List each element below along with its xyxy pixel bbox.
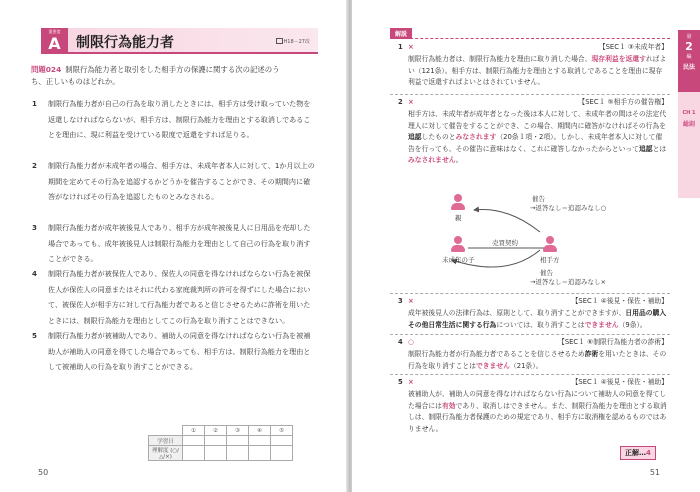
left-page <box>0 0 348 492</box>
page-number: 50 <box>38 468 49 477</box>
understanding-cell[interactable] <box>183 446 205 461</box>
result-label-top: →返答なし＝追認みなし○ <box>530 204 607 212</box>
answer-reference: 【SEC１ ⑥制限行為能力者の詐術】 <box>558 338 668 346</box>
choice-number: 2 <box>32 161 37 170</box>
commentary-label: 解説 <box>390 28 412 39</box>
understanding-cell[interactable] <box>271 446 293 461</box>
choice-item <box>32 328 317 375</box>
highlighted-term: 有効 <box>441 401 456 410</box>
study-date-cell[interactable] <box>249 436 271 446</box>
subject-name: 民法 <box>682 64 695 71</box>
study-date-cell[interactable] <box>183 436 205 446</box>
study-date-cell[interactable] <box>227 436 249 446</box>
choice-text: 制限行為能力者が被保佐人であり、保佐人の同意を得なければならない行為を被保佐人が保佐人の同意またはそれに代わる家庭裁判所の許可を得ずにした場合において、被保佐人が相手方に対して行為能力者であると信じさせるために詐術を用いたときには、制限行為能力を理由としてこの行為を取り消すことはできない。 <box>48 269 311 325</box>
column-header: ① <box>183 426 205 436</box>
importance-rank: A <box>48 34 61 53</box>
counterparty-label: 相手方 <box>540 256 560 264</box>
chapter-side-tab[interactable] <box>678 30 700 198</box>
column-header: ④ <box>249 426 271 436</box>
column-header: ② <box>205 426 227 436</box>
importance-badge <box>41 28 68 54</box>
part-prefix: 第 <box>686 34 692 40</box>
importance-label: 重要度 <box>48 29 61 34</box>
exam-reference <box>276 38 311 45</box>
study-date-cell[interactable] <box>271 436 293 446</box>
right-page <box>352 0 700 492</box>
answer-number: 4 <box>398 338 403 346</box>
answer-body: 成年被後見人の法律行為は、原則として、取り消すことができますが、日用品の購入その他日常生活に関する行為については、取り消すことはできません（9条）。 <box>408 309 667 329</box>
correct-answer-box <box>620 446 656 460</box>
study-record-table <box>148 425 293 461</box>
section-title-band <box>68 28 318 54</box>
answer-body: 相手方は、未成年者が成年者となった後は本人に対して、未成年者の間はその法定代理人に対して催告をすることができ、この場合、期間内に確答がなければその行為を追認したものとみなされます（20条１項・2項）。しかし、未成年者本人に対して催告を行っても、その催告に意味はなく、これに確答しなかったからといって追認とはみなされません。 <box>408 110 667 164</box>
answer-item <box>398 42 668 89</box>
row-header: 学習日 <box>149 436 183 446</box>
answer-divider <box>390 293 670 294</box>
choice-number: 4 <box>32 269 37 278</box>
understanding-cell[interactable] <box>249 446 271 461</box>
key-term: 追認 <box>638 144 653 153</box>
choice-text: 制限行為能力者が成年被後見人であり、相手方が成年被後見人に日用品を売却した場合であっても、成年被後見人は制限行為能力を理由として自己の行為を取り消すことができる。 <box>48 223 311 263</box>
understanding-cell[interactable] <box>227 446 249 461</box>
row-header: 理解度 (○/△/×) <box>149 446 183 461</box>
minor-person-icon <box>454 236 462 244</box>
question-number: 問題024 <box>31 65 62 74</box>
answer-divider <box>390 334 670 335</box>
choice-item <box>32 220 317 267</box>
choice-item <box>32 266 317 328</box>
answer-item <box>398 97 668 167</box>
answer-mark: × <box>408 297 414 305</box>
minor-label: 未成年の子 <box>442 256 475 264</box>
column-header: ③ <box>227 426 249 436</box>
answer-mark: × <box>408 43 414 51</box>
counterparty-person-icon <box>546 236 554 244</box>
demand-arrow-to-parent <box>474 209 540 232</box>
answer-divider <box>390 94 670 95</box>
answer-number: 2 <box>398 98 403 106</box>
choice-number: 1 <box>32 99 37 108</box>
choice-item <box>32 158 317 205</box>
highlighted-term: みなされます <box>455 133 497 141</box>
answer-body: 制限行為能力者が行為能力者であることを信じさせるため詐術を用いたときは、その行為を取り消すことはできません（21条）。 <box>408 350 667 370</box>
highlighted-term: できません <box>475 361 510 370</box>
answer-reference: 【SEC１ ④後見・保佐・補助】 <box>571 297 668 305</box>
key-term: 追認 <box>408 133 422 141</box>
answer-body: 制限行為能力者は、制限行為能力を理由に取り消した場合、現存利益を返還すればよい（121条）。相手方は、制限行為能力を理由とする取消しであることを理由に現存利益で返還すればよいとはされていません。 <box>408 55 667 86</box>
answer-item <box>398 296 668 331</box>
answer-number: 1 <box>398 43 403 51</box>
chapter-number: CH 1 <box>682 110 696 116</box>
answer-reference: 【SEC１ ④後見・保佐・補助】 <box>571 378 668 386</box>
choice-text: 制限行為能力者が被補助人であり、補助人の同意を得なければならない行為を被補助人が補助人の同意を得てした場合であっても、相手方は、制限行為能力を理由として被補助人の行為を取り消すことができる。 <box>48 331 311 371</box>
parent-label: 親 <box>455 214 462 222</box>
key-term: 日用品の購入その他日常生活に関する行為 <box>408 309 667 329</box>
choice-number: 3 <box>32 223 37 232</box>
choice-number: 5 <box>32 331 37 340</box>
choice-text: 制限行為能力者が自己の行為を取り消したときには、相手方は受け取っていた物を返還しなければならないが、相手方は、制限行為能力を理由とする取消しであることを理由に、現に利益を受けている限度で返還をすれば足りる。 <box>48 99 311 139</box>
understanding-cell[interactable] <box>205 446 227 461</box>
study-date-cell[interactable] <box>205 436 227 446</box>
ratification-diagram <box>412 192 612 292</box>
parent-person-icon <box>454 194 462 202</box>
answer-item <box>398 337 668 372</box>
answer-reference: 【SEC１ ③未成年者】 <box>598 43 668 51</box>
correct-answer-value: 4 <box>646 449 651 457</box>
highlighted-term: 現存利益を返還す <box>591 55 646 63</box>
exam-book-icon <box>276 38 283 44</box>
question-line <box>31 76 120 88</box>
answer-mark: × <box>408 98 414 106</box>
answer-number: 3 <box>398 297 403 305</box>
contract-label: 売買契約 <box>492 239 518 247</box>
choice-item <box>32 96 317 143</box>
key-term: 詐術 <box>584 350 599 358</box>
part-indicator <box>678 30 700 92</box>
highlighted-term: できません <box>584 320 619 329</box>
demand-label-top: 催告 <box>532 195 545 203</box>
part-number: 2 <box>685 40 693 53</box>
answer-body: 被補助人が、補助人の同意を得なければならない行為について補助人の同意を得てした場合には有効であり、取消しはできません。また、制限行為能力を理由とする取消しは、制限行為能力者保護のための規定であり、相手方に取消権を認めるものではありません。 <box>408 390 667 433</box>
chapter-name: 総則 <box>682 121 695 128</box>
demand-label-bottom: 催告 <box>540 269 553 277</box>
answer-mark: ○ <box>408 338 414 346</box>
counterparty-person-icon <box>543 245 557 252</box>
answer-item <box>398 377 668 435</box>
question-line <box>31 64 280 76</box>
header-divider <box>390 38 670 39</box>
correct-answer-label: 正解… <box>625 449 646 457</box>
section-title: 制限行為能力者 <box>76 35 174 51</box>
highlighted-term: みなされません <box>408 156 456 164</box>
choice-text: 制限行為能力者が未成年者の場合、相手方は、未成年者本人に対して、1か月以上の期間を定めてその行為を追認するかどうかを催告することができ、その期間内に確答がなければその行為を追認したものとみなされる。 <box>48 161 315 201</box>
column-header: ⑤ <box>271 426 293 436</box>
chapter-indicator <box>678 110 700 128</box>
question-text: 制限行為能力者と取引をした相手方の保護に関する次の記述のう <box>65 65 280 74</box>
answer-reference: 【SEC１ ⑤相手方の催告権】 <box>578 98 668 106</box>
question-text: ち、正しいものはどれか。 <box>31 77 120 86</box>
answer-mark: × <box>408 378 414 386</box>
minor-person-icon <box>451 245 465 252</box>
parent-person-icon <box>451 203 465 210</box>
part-suffix: 編 <box>686 54 692 60</box>
result-label-bottom: →返答なし＝追認みなし× <box>530 278 606 286</box>
answer-divider <box>390 374 670 375</box>
page-number: 51 <box>649 468 660 477</box>
answer-number: 5 <box>398 378 403 386</box>
exam-reference-text: H18－27改 <box>283 39 310 45</box>
